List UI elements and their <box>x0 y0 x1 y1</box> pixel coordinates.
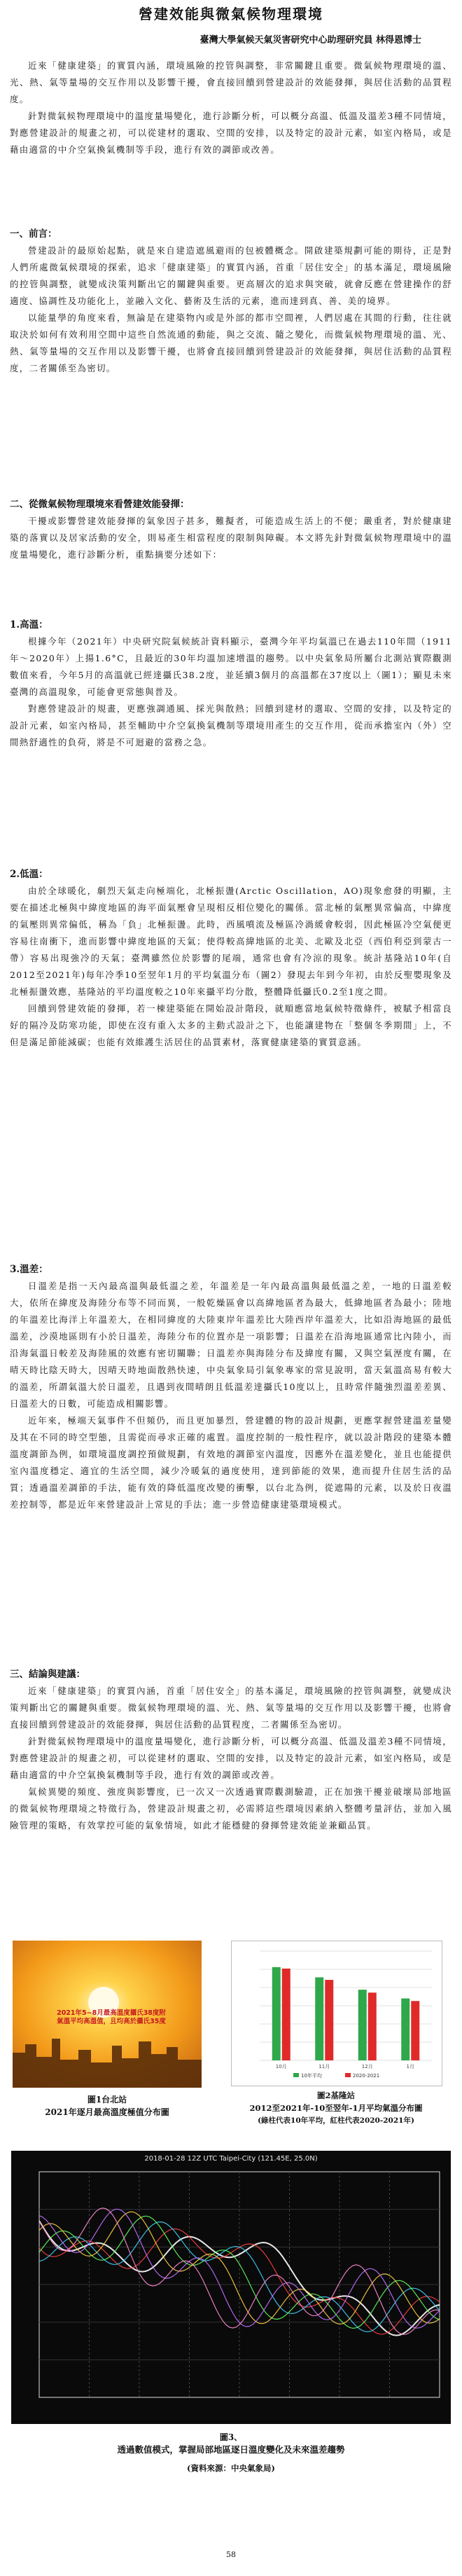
high-temp-paragraph-2: 對應營建設計的規畫，更應強調通風、採光與散熱；回饋到建材的選取、空間的安排，以及特定的設計元素，如室內格局，甚至輔助中介空氣換氣機制等環境用產生的交互作用，從而承擔室內（外）空間熱舒適性的負荷，將是不可迴避的當務之急。 <box>10 703 452 748</box>
high-temp-paragraph-1: 根據今年（2021年）中央研究院氣候統計資料顯示，臺灣今年平均氣溫已在過去110年間（1911年～2020年）上揚1.6°C，且最近的30年均溫加速增溫的趨勢。以中央氣象局所屬台北測站實際觀測數值來看，今年5月的高溫就已經達攝氏38.2度，並延續3個月的高溫都在37度以上（圖1）；顯見未來臺灣的高溫現象，可能會更常態與普及。 <box>10 636 452 697</box>
forecast-plot-header: 2018-01-28 12Z UTC Taipei-City (121.45E, 25.0N) <box>144 2155 318 2163</box>
temp-diff-paragraph-1: 日溫差是指一天內最高溫與最低溫之差，年溫差是一年內最高溫與最低溫之差，一地的日溫差較大，依所在緯度及海陸分布等不同而異，一般乾燥區會以高緯地區者為最大，低緯地區者為最小；陸地的年溫差比海洋上年溫差大，在相同緯度的大陸東岸年溫差比大陸西岸年溫差大，比如沿海地區的最低溫差，沙漠地區則有小於日溫差，海陸分布的位置亦是一項影響；日溫差在沿海地區通常比內陸小，而沿海氣溫日較差及海陸風的效應有密切關聯；日溫差亦與海陸分布及緯度有關，又與空氣溼度有關，在晴天時比陰天時大，因晴天時地面散熱快速，中央氣象局引氣象專家的常見說明，當天氣溫高易有較大的溫差，所謂氣溫大於日溫差，且遇到夜間晴朗且低溫差達攝氏10度以上，且時常伴隨強烈溫差差異、日溫差大的日數，可能造成相關影響。 <box>10 1281 452 1409</box>
bar-average <box>272 1967 281 2060</box>
section2-paragraph-1: 干擾或影響營建效能發揮的氣象因子甚多，難擬者，可能造成生活上的不便；嚴重者，對於健康建築的落實以及居家活動的安全，則易產生相當程度的限制與障礙。本文將先針對微氣候物理環境中的溫度量場變化，進行診斷分析，重點摘要分述如下： <box>10 516 452 560</box>
figure-1-heat-photo <box>13 1941 202 2088</box>
forecast-grid <box>39 2172 440 2397</box>
section-heading-microclimate: 二、從微氣候物理環境來看營建效能發揮： <box>10 499 190 510</box>
figure-2-caption-line-2: 2012至2021年-10至翌年-1月平均氣溫分布圖 <box>249 2103 423 2113</box>
category-label: 10月 <box>275 2064 287 2069</box>
figure-3-forecast-plot <box>11 2151 451 2424</box>
chart-bars <box>272 1967 420 2069</box>
section3-paragraph-3: 氣候異變的頻度、強度與影響度，已一次又一次透過實際觀測驗證，正在加強干擾並破壞局部地區的微氣候物理環境之特徵行為，營建設計規畫之初，必需將這些環境因素納入整體考量評估，並加入風險管理的策略，有效掌控可能的氣象情境，如此才能穩健的發揮營建效能並兼顧品質。 <box>10 1786 452 1831</box>
figure-2-caption <box>210 2089 462 2127</box>
low-temp-paragraph-2: 回饋到營建效能的發揮，若一棟建築能在開始設計階段，就順應當地氣候特徵條件，被賦予相當良好的隔冷及防寒功能，即使在沒有重入太多的主動式設計之下，也能讓建物在「整個冬季期間」上，不但是滿足節能減碳；也能有效維護生活居住的品質素材，落實健康建築的實質意涵。 <box>10 1003 452 1047</box>
temp-diff-block <box>10 1278 452 1513</box>
section2-block <box>10 513 452 563</box>
figure-3-caption-line-1: 圖3、 <box>219 2432 243 2442</box>
section-heading-conclusion: 三、結論與建議： <box>10 1669 85 1680</box>
figure-2-caption-line-1: 圖2基隆站 <box>316 2091 355 2100</box>
section3-paragraph-1: 近來「健康建築」的實質內涵，首重「居住安全」的基本滿足，環境風險的控管與調整，就變成決策判斷出它的關鍵與重要。微氣候物理環境的溫、光、熱、氣等量場的交互作用以及影響干擾，也將會直接回饋到營建設計的效能發揮，與居住活動的品質程度，二者關係至為密切。 <box>10 1686 452 1730</box>
legend-label-average: 10年平均 <box>301 2073 322 2079</box>
figure-2-bar-chart <box>231 1941 442 2086</box>
section3-paragraph-2: 針對微氣候物理環境中的溫度量場變化，進行診斷分析，可以概分高溫、低溫及溫差3種不同情境，對應營建設計的規畫之初，可以從建材的選取、空間的安排，以及特定的設計元素，如室內格局，或是藉由適當的中介空氣換氣機制等手段，進行有效的調節或改善。 <box>10 1736 452 1780</box>
temp-diff-paragraph-2: 近年來，極端天氣事件不但頻仍，而且更加暴烈，營建體的物的設計規劃，更應掌握營建溫差量變及其在不同的時空型態，且需從而尋求正確的處置。溫度控制的一般性程序，就以設計階段的建築本體溫度調節為例，如環境溫度調控預做規劃，有效地的調節室內溫度，因應外在溫差變化，並且也能提供室內溫度穩定、適宜的生活空間，減少冷暖氣的過度使用，達到節能的效果，進而提升住居生活的品質；透過溫差調節的手法，能有效的降低溫度改變的衝擊，以台北為例，從遮陽的元素，以及於日夜溫差控制等，都是近年來營建設計上常見的手法；進一步營造健康建築環境模式。 <box>10 1415 452 1510</box>
section-heading-introduction: 一、前言： <box>10 228 57 240</box>
intro-paragraph-2: 針對微氣候物理環境中的溫度量場變化，進行診斷分析，可以概分高溫、低溫及溫差3種不同情境，對應營建設計的規畫之初，可以從建材的選取、空間的安排，以及特定的設計元素，如室內格局，或是藉由適當的中介空氣換氣機制等手段，進行有效的調節或改善。 <box>10 111 452 155</box>
figure-1-caption <box>13 2093 202 2119</box>
subheading-temp-diff: 3.溫差： <box>10 1264 48 1275</box>
bar-average <box>401 1999 410 2060</box>
figure-3-caption-line-3: (資料來源：中央氣象局) <box>187 2463 275 2473</box>
legend-label-recent: 2020-2021 <box>353 2073 380 2079</box>
intro-paragraph-1: 近來「健康建築」的實質內涵，環境風險的控管與調整，非常關鍵且重要。微氣候物理環境的溫、光、熱、氣等量場的交互作用以及影響干擾，會直接回饋到營建設計的效能發揮，與居住活動的品質程度。 <box>10 60 452 104</box>
category-label: 12月 <box>361 2064 373 2069</box>
page-title: 營建效能與微氣候物理環境 <box>139 6 323 22</box>
bar-recent <box>411 2001 419 2060</box>
low-temp-block <box>10 883 452 1051</box>
category-label: 11月 <box>318 2064 330 2069</box>
subheading-high-temp: 1.高溫： <box>10 619 48 631</box>
figure-2-caption-line-3: (綠柱代表10年平均，紅柱代表2020-2021年) <box>258 2116 414 2125</box>
subheading-low-temp: 2.低溫： <box>10 869 48 880</box>
legend-swatch-recent <box>345 2073 351 2077</box>
figure-1-overlay-line-1: 2021年5~8月最高溫度攝氏38度附 <box>57 2009 166 2017</box>
section3-block <box>10 1683 452 1834</box>
bar-recent <box>325 1980 333 2060</box>
figure-1-caption-line-1: 圖1台北站 <box>87 2095 127 2105</box>
section1-paragraph-1: 營建設計的最原始起點，就是來自建造遮風避雨的包被體概念。開啟建築規劃可能的期待，正是對人們所處微氣候環境的探索，追求「健康建築」的實質內涵，首重「居住安全」的基本滿足，環境風險的控管與調整，就變成決策判斷出它的關鍵與重要。更高層次的追求與突破，就會反應在營建操作的舒適度、協調性及功能化上，並融入文化、藝術及生活的元素，進而達到真、善、美的境界。 <box>10 245 452 306</box>
figure-3-caption <box>0 2431 462 2474</box>
high-temp-block <box>10 633 452 751</box>
figure-1-overlay-line-2: 氣溫平均高溫值，且均高於攝氏35度 <box>57 2018 166 2025</box>
page-number: 58 <box>226 2550 236 2559</box>
section1-paragraph-2: 以能量學的角度來看，無論是在建築物內或是外部的都市空間裡，人們居處在其間的行動，往往就取決於如何有效利用空間中這些自然流通的動能，與之交流、隨之變化，而微氣候物理環境的溫、光、熱、氣等量場的交互作用以及影響干擾，也將會直接回饋到營建設計的效能發揮，與居住活動的品質程度，二者關係至為密切。 <box>10 312 452 373</box>
bar-average <box>358 1990 367 2060</box>
bar-chart-svg <box>232 1941 442 2086</box>
forecast-plot-svg <box>11 2151 451 2424</box>
bar-average <box>315 1977 323 2060</box>
figure-1-overlay-text <box>45 2009 178 2026</box>
figure-3-caption-line-2: 透過數值模式，掌握局部地區逐日溫度變化及未來溫差趨勢 <box>117 2444 345 2455</box>
section1-block <box>10 242 452 377</box>
low-temp-paragraph-1: 由於全球暖化，劇烈天氣走向極端化，北極振盪(Arctic Oscillation，AO)現象愈發的明顯，主要在描述北極與中緯度地區的海平面氣壓會呈現相反相位變化的關係。當北極的氣壓異常偏高，中緯度的氣壓則異常偏低，稱為「負」北極振盪。此時，西風噴流及極區冷渦緩會較弱，因此極區冷空氣便更容易往南衝下，進而影響中緯度地區的天氣；使得較高緯地區的北美、北歐及北亞（西伯利亞到蒙古一帶）容易出現強冷的天氣；臺灣雖然位於影響的尾端，通常也會有冷涼的現象。統計基隆站10年(自2012至2021年)每年冷季10至翌年1月的平均氣溫分布（圖2）發現去年到今年初，由於反聖嬰現象及北極振盪效應，基隆站的平均溫度較之10年來攝平均分散，整體降低攝氏0.2至1度之間。 <box>10 886 452 997</box>
bar-recent <box>368 1992 377 2060</box>
legend-swatch-average <box>293 2073 299 2077</box>
intro-block <box>10 57 452 158</box>
figure-1-caption-line-2: 2021年逐月最高溫度極值分布圖 <box>45 2107 169 2117</box>
category-label: 1月 <box>406 2064 414 2069</box>
bar-recent <box>282 1969 290 2060</box>
chart-legend <box>293 2072 379 2079</box>
author-line: 臺灣大學氣候天氣災害研究中心助理研究員 林得恩博士 <box>200 35 421 46</box>
